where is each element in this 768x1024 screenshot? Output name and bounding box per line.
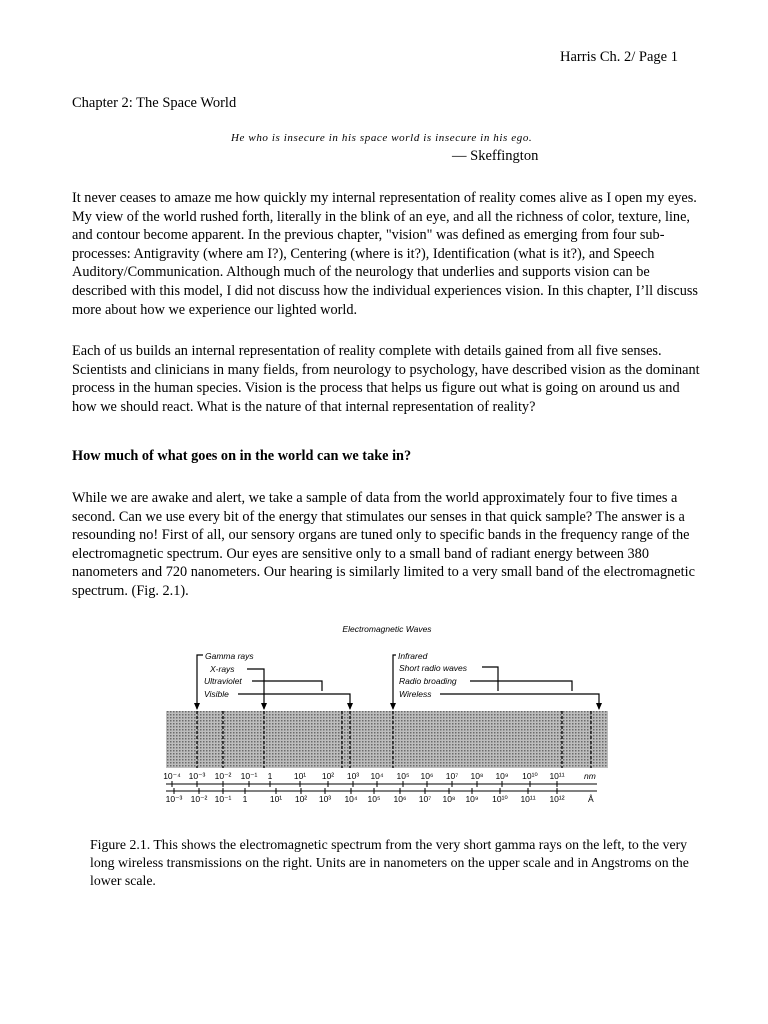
nm-tick-label: 10⁻³: [188, 771, 206, 781]
nm-tick-label: 10⁻²: [214, 771, 232, 781]
label-ultraviolet: Ultraviolet: [204, 676, 242, 686]
angstrom-tick-label: 10⁶: [393, 794, 407, 804]
angstrom-tick-label: 10²: [294, 794, 308, 804]
paragraph-2: Each of us builds an internal representation of reality complete with details gained from all five senses. Scientists and clinicians in many fields, from neurology to psychology, have described vision as the dominant process in the human species. Vision is the process that helps us figure out what is going on around us and how we should react. What is the nature of that internal representation of reality?: [72, 343, 700, 415]
page-header: Harris Ch. 2/ Page 1: [560, 49, 678, 65]
angstrom-tick-label: 10⁸: [442, 794, 456, 804]
nm-tick-label: 10¹¹: [549, 771, 565, 781]
angstrom-tick-label: 10⁷: [418, 794, 432, 804]
nm-tick-label: 10¹⁰: [522, 771, 538, 781]
spectrum-diagram: [152, 603, 622, 818]
nm-tick-label: 10¹: [293, 771, 307, 781]
epigraph-quote: He who is insecure in his space world is insecure in his ego.: [231, 132, 533, 144]
nm-tick-labels: [163, 771, 565, 787]
angstrom-tick-label: 10⁻³: [165, 794, 183, 804]
nm-tick-label: 10⁶: [420, 771, 434, 781]
epigraph-attribution: — Skeffington: [452, 148, 539, 164]
angstrom-tick-label: 10⁻¹: [214, 794, 232, 804]
label-radio-broading: Radio broading: [399, 676, 457, 686]
figure-caption: Figure 2.1. This shows the electromagnetic spectrum from the very short gamma rays on the left, to the very long wireless transmissions on the right. Units are in nanometers on the upper scale and in Angstroms on the lower scale.: [90, 837, 689, 888]
nm-tick-label: 10³: [346, 771, 360, 781]
nm-tick-label: 10⁹: [495, 771, 509, 781]
angstrom-tick-label: 10⁻²: [190, 794, 208, 804]
nm-tick-label: 10⁸: [470, 771, 484, 781]
angstrom-tick-label: 10¹¹: [520, 794, 536, 804]
angstrom-tick-label: 10³: [318, 794, 332, 804]
angstrom-tick-label: 10⁵: [367, 794, 381, 804]
angstrom-tick-label: 10¹: [269, 794, 283, 804]
label-x-rays: X-rays: [210, 664, 235, 674]
figure-title: Electromagnetic Waves: [342, 624, 432, 634]
angstrom-unit-label: Å: [588, 794, 594, 804]
label-gamma-rays: Gamma rays: [205, 651, 254, 661]
nm-tick-label: 10⁷: [445, 771, 459, 781]
label-short-radio-waves: Short radio waves: [399, 663, 468, 673]
angstrom-tick-labels: [166, 788, 565, 804]
nm-tick-label: 10⁴: [370, 771, 384, 781]
label-infrared: Infrared: [398, 651, 428, 661]
nm-tick-label: 10⁻⁴: [163, 771, 181, 781]
angstrom-tick-label: 10¹⁰: [492, 794, 508, 804]
section-heading: How much of what goes on in the world can we take in?: [72, 448, 412, 464]
nm-tick-label: 10²: [321, 771, 335, 781]
nm-tick-label: 10⁵: [396, 771, 410, 781]
pointer-lines: [197, 655, 599, 709]
angstrom-tick-label: 10⁴: [344, 794, 358, 804]
label-wireless: Wireless: [399, 689, 432, 699]
angstrom-tick-label: 10⁹: [465, 794, 479, 804]
nm-tick-label: 10⁻¹: [240, 771, 258, 781]
angstrom-tick-label: 10¹²: [549, 794, 565, 804]
label-visible: Visible: [204, 689, 229, 699]
nm-tick-label: 1: [267, 771, 273, 781]
spectrum-band: [166, 711, 608, 768]
angstrom-tick-label: 1: [242, 794, 248, 804]
figure-electromagnetic-spectrum: [152, 603, 622, 818]
paragraph-3: While we are awake and alert, we take a sample of data from the world approximately four to five times a second. Can we use every bit of the energy that stimulates our senses in that quick sample? The answer is a resounding no! First of all, our sensory organs are tuned only to specific bands in the frequency range of the electromagnetic spectrum. Our eyes are sensitive only to a small band of radiant energy between 380 nanometers and 720 nanometers. Our hearing is similarly limited to a very small band of the electromagnetic spectrum. (Fig. 2.1).: [72, 490, 695, 599]
chapter-title: Chapter 2: The Space World: [72, 95, 237, 111]
paragraph-1: It never ceases to amaze me how quickly my internal representation of reality comes alive as I open my eyes. My view of the world rushed forth, literally in the blink of an eye, and all the richness of color, texture, line, and contour become apparent. In the previous chapter, "vision" was defined as emerging from four sub-processes: Antigravity (where am I?), Centering (where is it?), Identification (what is it?), and Speech Auditory/Communication. Although much of the neurology that underlies and supports vision can be described with this model, I did not discuss how the individual experiences vision. In this chapter, I’ll discuss more about how we experience our lighted world.: [72, 190, 698, 318]
nm-unit-label: nm: [584, 771, 596, 781]
pointer-arrows: [194, 703, 602, 710]
